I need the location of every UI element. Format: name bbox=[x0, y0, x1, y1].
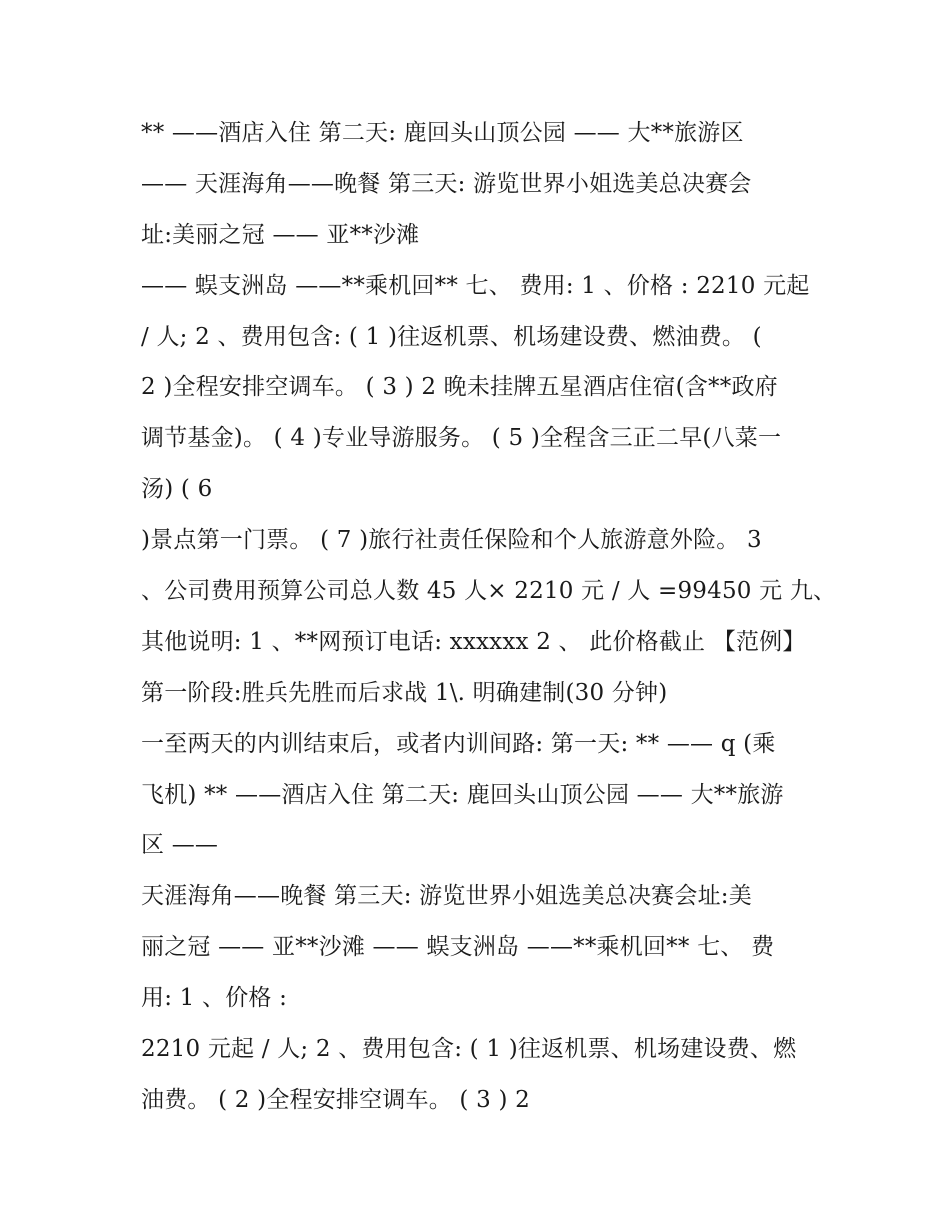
text-line: 调节基金)。 ( 4 )专业导游服务。 ( 5 )全程含三正二早(八菜一 bbox=[141, 425, 782, 452]
text-line: 第一阶段:胜兵先胜而后求战 1\. 明确建制(30 分钟) bbox=[141, 679, 668, 706]
text-line: 区 —— bbox=[141, 832, 219, 859]
text-line: 用: 1 、价格 : bbox=[141, 985, 288, 1012]
text-line: 天涯海角——晚餐 第三天: 游览世界小姐选美总决赛会址:美 bbox=[141, 883, 752, 910]
text-line: 汤) ( 6 bbox=[141, 476, 213, 503]
text-line: 油费。 ( 2 )全程安排空调车。 ( 3 ) 2 bbox=[141, 1086, 530, 1113]
text-line: —— 天涯海角——晚餐 第三天: 游览世界小姐选美总决赛会 bbox=[141, 170, 752, 197]
text-line: 2210 元起 / 人; 2 、费用包含: ( 1 )往返机票、机场建设费、燃 bbox=[141, 1036, 797, 1063]
text-line: —— 蜈支洲岛 ——**乘机回** 七、 费用: 1 、价格 : 2210 元起 bbox=[141, 272, 810, 299]
text-line: )景点第一门票。 ( 7 )旅行社责任保险和个人旅游意外险。 3 bbox=[141, 527, 762, 554]
text-line: ** ——酒店入住 第二天: 鹿回头山顶公园 —— 大**旅游区 bbox=[141, 120, 744, 146]
text-line: 丽之冠 —— 亚**沙滩 —— 蜈支洲岛 ——**乘机回** 七、 费 bbox=[141, 934, 775, 961]
text-line: 飞机) ** ——酒店入住 第二天: 鹿回头山顶公园 —— 大**旅游 bbox=[141, 781, 784, 808]
text-line: 址:美丽之冠 —— 亚**沙滩 bbox=[141, 221, 420, 248]
text-line: / 人; 2 、费用包含: ( 1 )往返机票、机场建设费、燃油费。 ( bbox=[141, 323, 762, 350]
text-line: 2 )全程安排空调车。 ( 3 ) 2 晚未挂牌五星酒店住宿(含**政府 bbox=[141, 374, 778, 401]
document-body bbox=[141, 108, 837, 1126]
text-line: 一至两天的内训结束后，或者内训间路: 第一天: ** —— q (乘 bbox=[141, 730, 776, 757]
text-line: 其他说明: 1 、**网预订电话: xxxxxx 2 、 此价格截止 【范例】 bbox=[141, 628, 806, 655]
text-line: 、公司费用预算公司总人数 45 人× 2210 元 / 人 =99450 元 九、 bbox=[141, 578, 837, 605]
